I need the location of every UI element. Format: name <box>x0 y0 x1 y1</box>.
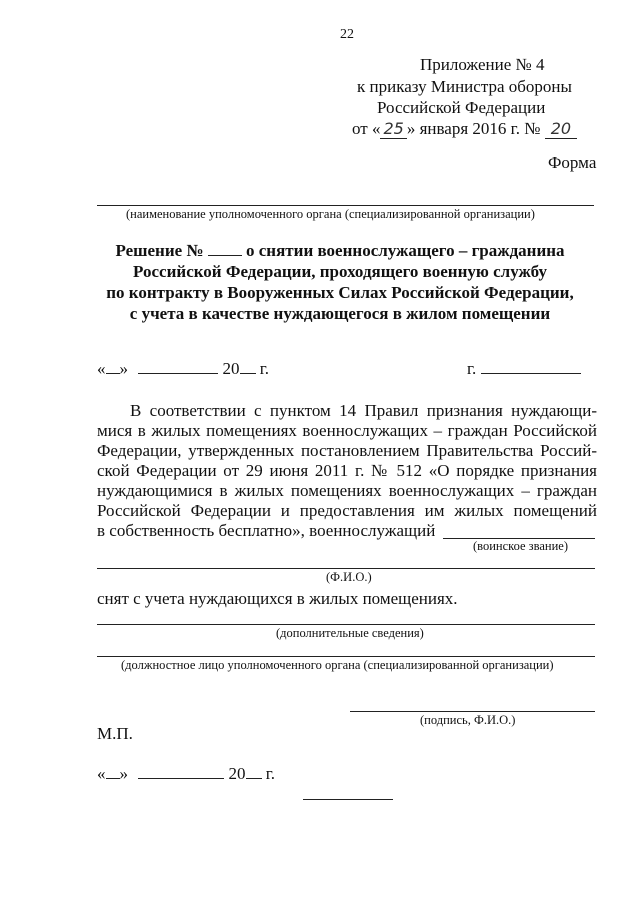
bottom-year-suffix: г. <box>265 764 276 783</box>
date-middle: » января 2016 г. № <box>406 119 545 138</box>
body-line-7: в собственность бесплатно», военнослужащий <box>97 521 436 540</box>
bottom-date <box>97 763 275 784</box>
form-label: Форма <box>548 153 597 172</box>
body-line-4: ской Федерации от 29 июня 2011 г. № 512 «О порядке признания <box>97 461 597 480</box>
quote-close: » <box>119 359 128 378</box>
rank-caption: (воинское звание) <box>473 539 568 553</box>
city-field <box>467 358 581 379</box>
signature-caption: (подпись, Ф.И.О.) <box>420 713 516 727</box>
bottom-year-prefix: 20 <box>228 764 246 783</box>
month-blank[interactable] <box>138 359 218 374</box>
title-line-4: с учета в качестве нуждающегося в жилом помещении <box>129 304 551 323</box>
date-prefix: от « <box>352 119 381 138</box>
handwritten-day: 25 <box>380 119 406 139</box>
fio-line[interactable] <box>97 568 595 569</box>
order-date-line <box>352 118 577 139</box>
federation-line: Российской Федерации <box>377 98 546 117</box>
decision-date <box>97 358 269 379</box>
appendix-line: Приложение № 4 <box>420 55 545 74</box>
bottom-quote-close: » <box>119 764 128 783</box>
page-number: 22 <box>340 27 354 42</box>
stamp-label: М.П. <box>97 724 133 743</box>
official-line[interactable] <box>97 656 595 657</box>
closing-separator <box>303 799 393 800</box>
day-blank[interactable] <box>106 359 120 374</box>
title-line-3: по контракту в Вооруженных Силах Российской Федерации, <box>106 283 574 302</box>
order-line: к приказу Министра обороны <box>357 77 572 96</box>
year-suffix: г. <box>259 359 270 378</box>
bottom-month-blank[interactable] <box>138 764 224 779</box>
fio-caption: (Ф.И.О.) <box>326 570 372 584</box>
body-line-6: Российской Федерации и предоставления им жилых помещений <box>97 501 597 520</box>
bottom-year-blank[interactable] <box>246 764 262 779</box>
org-name-line <box>97 205 594 206</box>
bottom-day-blank[interactable] <box>106 764 120 779</box>
quote-open: « <box>97 359 106 378</box>
extra-info-caption: (дополнительные сведения) <box>276 626 424 640</box>
removed-statement: снят с учета нуждающихся в жилых помещениях. <box>97 589 458 608</box>
body-line-2: мися в жилых помещениях военнослужащих – граждан Российской <box>97 421 597 440</box>
city-label: г. <box>467 359 477 378</box>
title-about: о снятии военнослужащего – гражданина <box>246 241 565 260</box>
title-line-2: Российской Федерации, проходящего военную службу <box>133 262 547 281</box>
body-line-3: Федерации, утвержденных постановлением Правительства Россий- <box>97 441 597 460</box>
extra-info-line[interactable] <box>97 624 595 625</box>
title-decision: Решение № <box>115 241 204 260</box>
bottom-quote-open: « <box>97 764 106 783</box>
decision-number-blank[interactable] <box>208 241 242 256</box>
year-blank[interactable] <box>240 359 256 374</box>
body-line-5: нуждающимися в жилых помещениях военнослужащих – граждан <box>97 481 597 500</box>
org-caption: (наименование уполномоченного органа (специализированной организации) <box>126 207 535 221</box>
handwritten-number: 20 <box>545 119 577 139</box>
year-prefix: 20 <box>222 359 240 378</box>
official-caption: (должностное лицо уполномоченного органа (специализированной организации) <box>121 658 554 672</box>
city-blank[interactable] <box>481 359 581 374</box>
title-line-1 <box>80 240 600 261</box>
signature-line[interactable] <box>350 711 595 712</box>
body-line-1: В соответствии с пунктом 14 Правил признания нуждающи- <box>130 401 597 420</box>
